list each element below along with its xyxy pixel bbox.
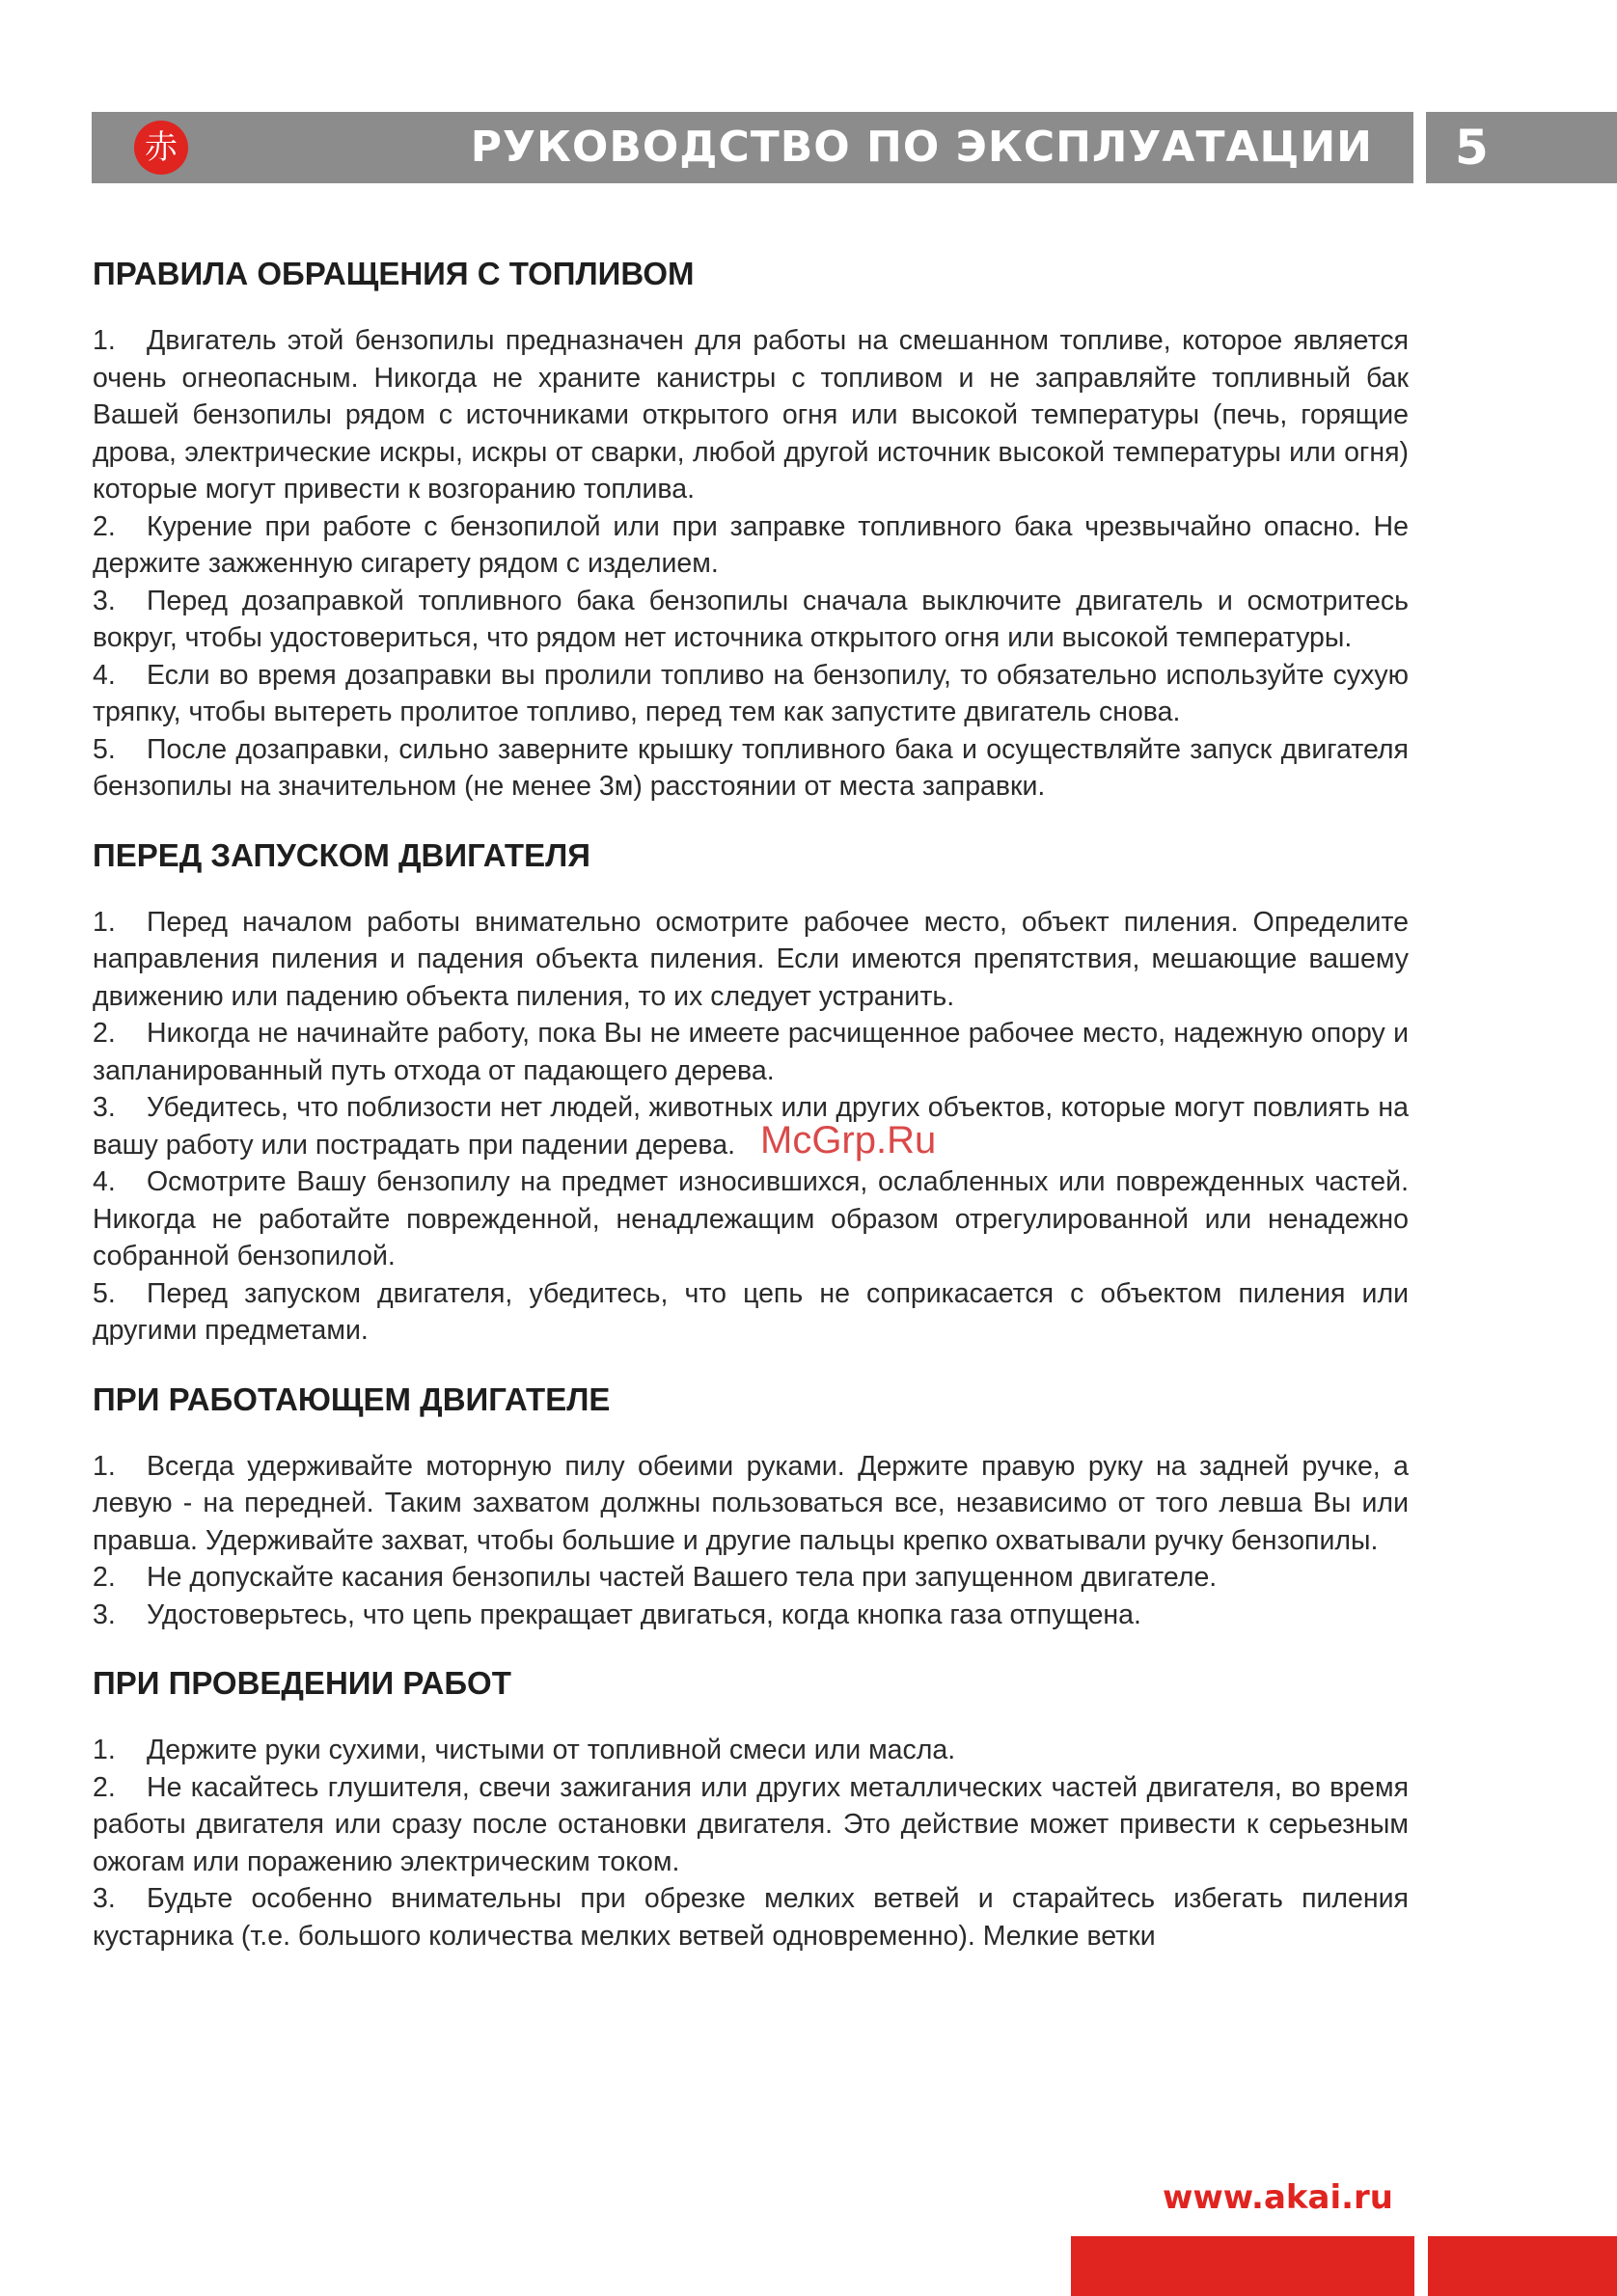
section-title: ПРИ ПРОВЕДЕНИИ РАБОТ xyxy=(93,1665,511,1701)
list-item xyxy=(93,1275,1409,1350)
item-text: Удостоверьтесь, что цепь прекращает двигаться, когда кнопка газа отпущена. xyxy=(147,1599,1141,1630)
section-engine-running xyxy=(93,1377,1409,1634)
list-item xyxy=(93,322,1409,508)
item-text: Не касайтесь глушителя, свечи зажигания или других металлических частей двигателя, во время работы двигателя или сразу после остановки двигателя. Это действие может привести к серьезным ожогам или поражению электрическим током. xyxy=(93,1771,1409,1877)
manual-title: РУКОВОДСТВО ПО ЭКСПЛУАТАЦИИ xyxy=(470,123,1373,172)
header-bar xyxy=(92,112,1413,183)
item-text: Перед началом работы внимательно осмотрите рабочее место, объект пиления. Определите направления пиления и падения объекта пиления. Если имеются препятствия, мешающие вашему движению или падению объекта пиления, то их следует устранить. xyxy=(93,906,1409,1012)
footer-accent-corner xyxy=(1428,2236,1617,2296)
item-text: Всегда удерживайте моторную пилу обеими руками. Держите правую руку на задней ручке, а левую - на передней. Таким захватом должны пользоваться все, независимо от того левша Вы или правша. Удерживайте захват, чтобы большие и другие пальцы крепко охватывали ручку бензопилы. xyxy=(93,1450,1409,1556)
section-during-work xyxy=(93,1660,1409,1954)
item-number: 2. xyxy=(93,1562,116,1593)
item-number: 2. xyxy=(93,510,116,542)
list-item xyxy=(93,731,1409,806)
document-body xyxy=(93,251,1409,1954)
page-number: 5 xyxy=(1455,120,1489,176)
section-title: ПРАВИЛА ОБРАЩЕНИЯ С ТОПЛИВОМ xyxy=(93,256,695,291)
footer-accent-bar xyxy=(1071,2236,1414,2296)
item-text: Убедитесь, что поблизости нет людей, животных или других объектов, которые могут повлиять на вашу работу или пострадать при падении дерева. xyxy=(93,1092,1409,1161)
section-title: ПЕРЕД ЗАПУСКОМ ДВИГАТЕЛЯ xyxy=(93,836,590,873)
item-number: 4. xyxy=(93,659,116,691)
list-item xyxy=(93,1559,1409,1597)
item-text: Будьте особенно внимательны при обрезке мелких ветвей и старайтесь избегать пиления кустарника (т.е. большого количества мелких ветвей одновременно). Мелкие ветки xyxy=(93,1883,1409,1952)
item-number: 3. xyxy=(93,1599,116,1630)
section-before-start xyxy=(93,833,1409,1350)
list-item xyxy=(93,1015,1409,1089)
list-item xyxy=(93,1732,1409,1769)
list-item xyxy=(93,1448,1409,1560)
watermark: McGrp.Ru xyxy=(760,1119,937,1162)
list-item xyxy=(93,1769,1409,1881)
item-number: 1. xyxy=(93,1450,116,1482)
list-item xyxy=(93,904,1409,1016)
item-text: Никогда не начинайте работу, пока Вы не имеете расчищенное рабочее место, надежную опору и запланированный путь отхода от падающего дерева. xyxy=(93,1018,1409,1086)
list-item xyxy=(93,508,1409,583)
item-text: Курение при работе с бензопилой или при заправке топливного бака чрезвычайно опасно. Не держите зажженную сигарету рядом с изделием. xyxy=(93,510,1409,579)
item-text: Не допускайте касания бензопилы частей Вашего тела при запущенном двигателе. xyxy=(147,1562,1218,1593)
item-text: Осмотрите Вашу бензопилу на предмет износившихся, ослабленных или поврежденных частей. Никогда не работайте поврежденной, ненадлежащим образом отрегулированной или ненадежно собранной бензопилой. xyxy=(93,1166,1409,1271)
item-text: Если во время дозаправки вы пролили топливо на бензопилу, то обязательно используйте сухую тряпку, чтобы вытереть пролитое топливо, перед тем как запустите двигатель снова. xyxy=(93,659,1409,727)
list-item xyxy=(93,583,1409,657)
list-item xyxy=(93,1089,1409,1163)
brand-logo-icon: 赤 xyxy=(134,121,188,175)
item-text: Перед запуском двигателя, убедитесь, что цепь не соприкасается с объектом пиления или другими предметами. xyxy=(93,1277,1409,1346)
item-text: Двигатель этой бензопилы предназначен для работы на смешанном топливе, которое является очень огнеопасным. Никогда не храните канистры с топливом и не заправляйте топливный бак Вашей бензопилы рядом с источниками открытого огня или высокой температуры (печь, горящие дрова, электрические искры, искры от сварки, любой другой источник высокой температуры или огня) которые могут привести к возгоранию топлива. xyxy=(93,325,1409,505)
footer-website-link[interactable]: www.akai.ru xyxy=(1162,2178,1393,2217)
item-text: Перед дозаправкой топливного бака бензопилы сначала выключите двигатель и осмотритесь вокруг, чтобы удостовериться, что рядом нет источника открытого огня или высокой температуры. xyxy=(93,585,1409,653)
item-number: 1. xyxy=(93,906,116,938)
item-number: 5. xyxy=(93,1277,116,1309)
item-number: 2. xyxy=(93,1771,116,1803)
list-item xyxy=(93,1597,1409,1634)
item-number: 3. xyxy=(93,1883,116,1914)
item-number: 1. xyxy=(93,1735,116,1765)
item-text: После дозаправки, сильно заверните крышку топливного бака и осуществляйте запуск двигателя бензопилы на значительном (не менее 3м) расстоянии от места заправки. xyxy=(93,733,1409,802)
item-number: 3. xyxy=(93,585,116,616)
section-fuel-handling xyxy=(93,251,1409,806)
section-title: ПРИ РАБОТАЮЩЕМ ДВИГАТЕЛЕ xyxy=(93,1380,611,1417)
list-item xyxy=(93,1880,1409,1954)
item-number: 4. xyxy=(93,1166,116,1197)
item-number: 5. xyxy=(93,733,116,765)
list-item xyxy=(93,657,1409,731)
list-item xyxy=(93,1163,1409,1275)
page-number-box xyxy=(1426,112,1617,183)
item-number: 3. xyxy=(93,1092,116,1123)
item-text: Держите руки сухими, чистыми от топливной смеси или масла. xyxy=(147,1735,956,1765)
item-number: 1. xyxy=(93,325,116,356)
item-number: 2. xyxy=(93,1018,116,1049)
